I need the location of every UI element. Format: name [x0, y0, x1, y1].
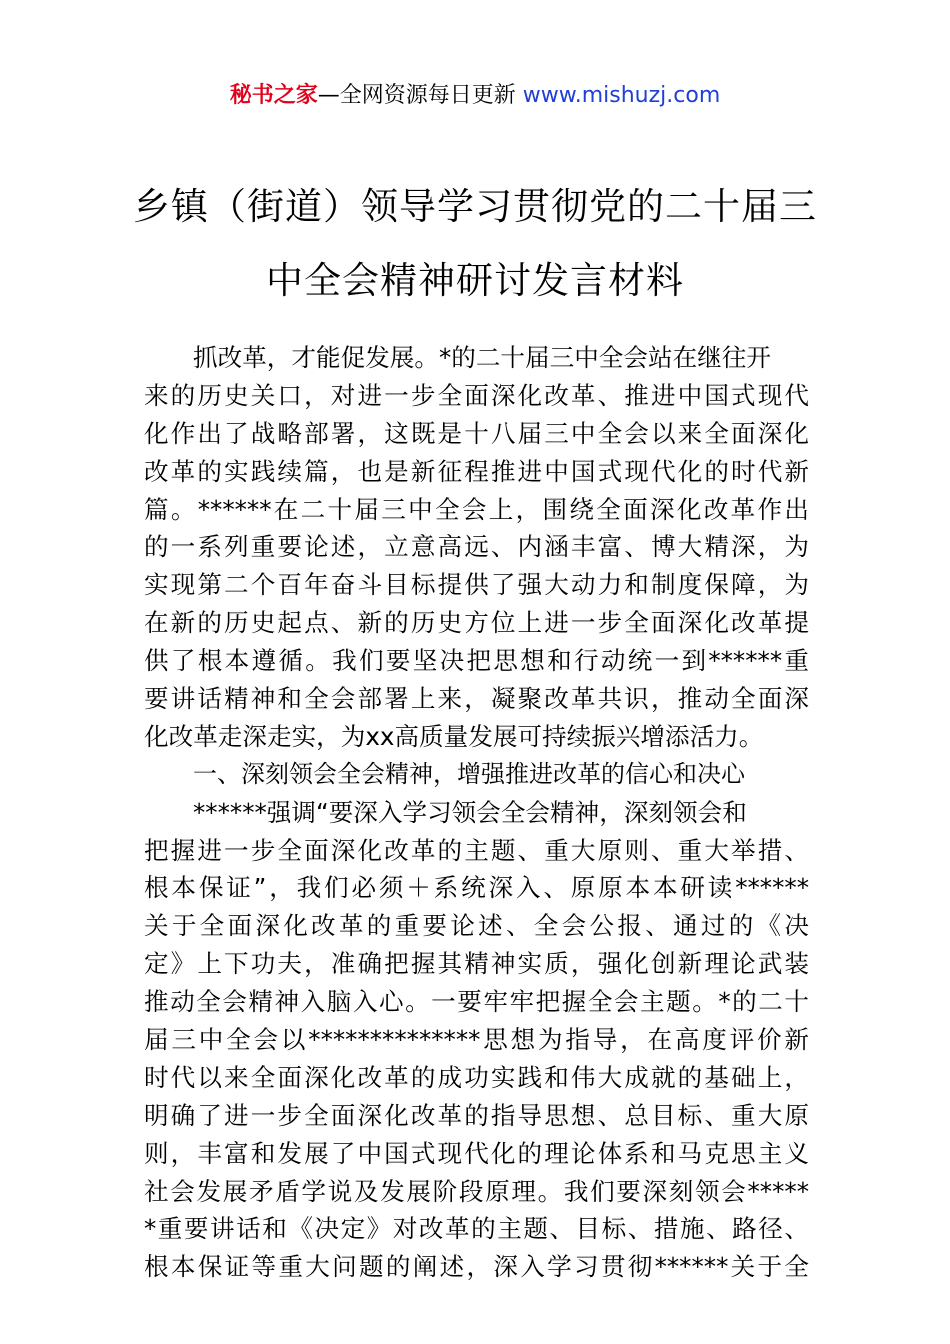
paragraph-line: 化作出了战略部署，这既是十八届三中全会以来全面深化: [144, 418, 809, 448]
paragraph-line: 社会发展矛盾学说及发展阶段原理。我们要深刻领会*****: [144, 1176, 809, 1206]
paragraph-line: 则，丰富和发展了中国式现代化的理论体系和马克思主义: [144, 1138, 809, 1168]
paragraph-line: ******强调“要深入学习领会全会精神，深刻领会和: [193, 797, 747, 827]
paragraph-line: 实现第二个百年奋斗目标提供了强大动力和制度保障，为: [144, 570, 809, 600]
site-brand: 秘书之家: [229, 83, 318, 108]
paragraph-line: 把握进一步全面深化改革的主题、重大原则、重大举措、: [144, 835, 809, 865]
paragraph-line: 改革的实践续篇，也是新征程推进中国式现代化的时代新: [144, 456, 809, 486]
paragraph-line: 化改革走深走实，为xx高质量发展可持续振兴增添活力。: [144, 721, 764, 751]
document-body: [144, 339, 809, 1286]
site-tagline: —全网资源每日更新: [317, 83, 523, 108]
paragraph-line: 届三中全会以**************思想为指导，在高度评价新: [144, 1025, 809, 1055]
paragraph-line: 的一系列重要论述，立意高远、内涵丰富、博大精深，为: [144, 532, 809, 562]
paragraph-line: 在新的历史起点、新的历史方位上进一步全面深化改革提: [144, 608, 809, 638]
paragraph-line: 关于全面深化改革的重要论述、全会公报、通过的《决: [144, 911, 809, 941]
document-title: [100, 170, 850, 318]
paragraph-line: 根本保证”，我们必须＋系统深入、原原本本研读******: [144, 873, 809, 903]
paragraph-line: 时代以来全面深化改革的成功实践和伟大成就的基础上，: [144, 1062, 809, 1092]
paragraph-line: 根本保证等重大问题的阐述，深入学习贯彻******关于全: [144, 1252, 809, 1282]
site-url-link[interactable]: www.mishuzj.com: [522, 83, 721, 108]
paragraph-line: 抓改革，才能促发展。*的二十届三中全会站在继往开: [193, 343, 771, 372]
title-line-1: 乡镇（街道）领导学习贯彻党的二十届三: [133, 185, 817, 228]
paragraph-line: 定》上下功夫，准确把握其精神实质，强化创新理论武装: [144, 949, 809, 979]
title-line-2: 中全会精神研讨发言材料: [266, 259, 684, 302]
section-heading: 一、深刻领会全会精神，增强推进改革的信心和决心: [193, 759, 745, 788]
paragraph-line: *重要讲话和《决定》对改革的主题、目标、措施、路径、: [144, 1214, 809, 1244]
site-header: [0, 80, 950, 112]
paragraph-line: 供了根本遵循。我们要坚决把思想和行动统一到******重: [144, 646, 809, 676]
paragraph-line: 要讲话精神和全会部署上来，凝聚改革共识，推动全面深: [144, 684, 809, 714]
paragraph-line: 篇。******在二十届三中全会上，围绕全面深化改革作出: [144, 494, 809, 524]
paragraph-line: 推动全会精神入脑入心。一要牢牢把握全会主题。*的二十: [144, 987, 809, 1017]
paragraph-line: 来的历史关口，对进一步全面深化改革、推进中国式现代: [144, 380, 809, 410]
paragraph-line: 明确了进一步全面深化改革的指导思想、总目标、重大原: [144, 1100, 809, 1130]
